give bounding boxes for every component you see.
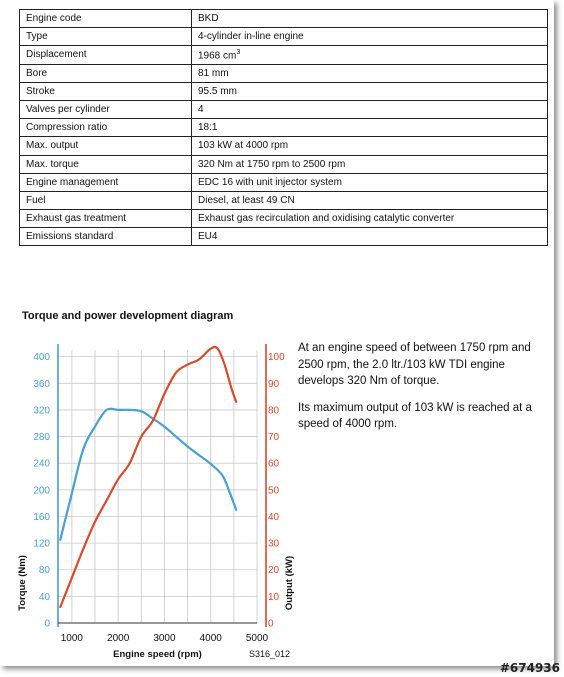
spec-value-text: 4-cylinder in-line engine bbox=[198, 31, 304, 43]
torque-axis-title: Torque (Nm) bbox=[17, 555, 28, 611]
spec-value-text: BKD bbox=[198, 13, 219, 25]
spec-value-text: Exhaust gas recirculation and oxidising catalytic converter bbox=[198, 213, 455, 225]
spec-label: Emissions standard bbox=[20, 228, 192, 246]
spec-row bbox=[20, 10, 548, 28]
spec-label: Engine management bbox=[20, 173, 192, 191]
torque-tick-label: 320 bbox=[33, 405, 50, 417]
spec-label: Type bbox=[20, 28, 192, 46]
spec-value-text: EU4 bbox=[198, 231, 218, 243]
x-tick-label: 3000 bbox=[153, 633, 176, 644]
output-tick-label: 70 bbox=[268, 432, 280, 444]
spec-row bbox=[20, 173, 548, 191]
spec-label: Exhaust gas treatment bbox=[20, 210, 192, 228]
unit-superscript: 3 bbox=[236, 48, 241, 56]
spec-value bbox=[192, 173, 548, 191]
output-tick-label: 50 bbox=[268, 485, 280, 497]
output-tick-label: 60 bbox=[268, 458, 280, 470]
spec-value bbox=[192, 100, 548, 118]
x-tick-label: 2000 bbox=[107, 633, 130, 644]
diagram-title: Torque and power development diagram bbox=[22, 310, 234, 322]
watermark-id: #674936 bbox=[499, 661, 560, 675]
spec-label: Max. torque bbox=[20, 155, 192, 173]
output-tick-label: 0 bbox=[268, 618, 274, 630]
spec-value bbox=[192, 64, 548, 82]
spec-row bbox=[20, 82, 548, 100]
spec-label: Compression ratio bbox=[20, 119, 192, 137]
description-paragraph: Its maximum output of 103 kW is reached at a speed of 4000 rpm. bbox=[298, 401, 532, 430]
spec-label: Stroke bbox=[20, 82, 192, 100]
output-axis-title: Output (kW) bbox=[284, 555, 295, 611]
figure-code: S316_012 bbox=[249, 649, 291, 659]
spec-value-text: 320 Nm at 1750 rpm to 2500 rpm bbox=[198, 158, 346, 170]
spec-row bbox=[20, 191, 548, 209]
spec-value bbox=[192, 82, 548, 100]
torque-tick-label: 360 bbox=[33, 378, 50, 390]
spec-row bbox=[20, 137, 548, 155]
torque-tick-label: 240 bbox=[33, 458, 50, 470]
spec-value-text: Diesel, at least 49 CN bbox=[198, 194, 295, 206]
x-tick-label: 1000 bbox=[60, 633, 84, 644]
spec-value bbox=[192, 228, 548, 246]
spec-row bbox=[20, 155, 548, 173]
spec-value bbox=[192, 46, 548, 64]
spec-value bbox=[192, 10, 548, 28]
spec-row bbox=[20, 46, 548, 64]
spec-row bbox=[20, 28, 548, 46]
spec-value-text: EDC 16 with unit injector system bbox=[198, 176, 342, 188]
spec-label: Max. output bbox=[20, 137, 192, 155]
spec-row bbox=[20, 210, 548, 228]
output-tick-label: 30 bbox=[268, 538, 280, 550]
output-tick-label: 100 bbox=[268, 352, 285, 364]
torque-tick-label: 200 bbox=[33, 485, 50, 497]
torque-tick-label: 40 bbox=[38, 591, 50, 603]
output-tick-label: 90 bbox=[268, 378, 280, 390]
x-tick-label: 4000 bbox=[199, 633, 222, 644]
output-curve bbox=[60, 347, 236, 607]
spec-value-text: 1968 cm bbox=[198, 50, 237, 62]
spec-value-text: 95.5 mm bbox=[198, 85, 237, 97]
spec-row bbox=[20, 64, 548, 82]
spec-value-text: 4 bbox=[198, 104, 204, 116]
spec-row bbox=[20, 119, 548, 137]
spec-value bbox=[192, 191, 548, 209]
spec-value-text: 81 mm bbox=[198, 67, 229, 79]
torque-tick-label: 400 bbox=[33, 352, 50, 364]
engine-spec-table bbox=[19, 9, 548, 246]
spec-row bbox=[20, 228, 548, 246]
description-paragraph: At an engine speed of between 1750 rpm and 2500 rpm, the 2.0 ltr./103 kW TDI engine develops 320 Nm of torque. bbox=[298, 342, 531, 387]
spec-label: Engine code bbox=[20, 10, 192, 28]
spec-row bbox=[20, 100, 548, 118]
spec-value-text: 18:1 bbox=[198, 122, 218, 134]
torque-power-chart bbox=[0, 335, 300, 665]
spec-value-text: 103 kW at 4000 rpm bbox=[198, 140, 289, 152]
spec-label: Fuel bbox=[20, 191, 192, 209]
diagram-description bbox=[298, 340, 543, 443]
x-axis-title: Engine speed (rpm) bbox=[113, 649, 202, 660]
torque-tick-label: 160 bbox=[33, 511, 50, 523]
spec-label: Bore bbox=[20, 64, 192, 82]
output-tick-label: 20 bbox=[268, 565, 280, 577]
x-tick-label: 5000 bbox=[245, 633, 269, 644]
spec-value bbox=[192, 28, 548, 46]
torque-tick-label: 120 bbox=[33, 538, 50, 550]
spec-label: Valves per cylinder bbox=[20, 100, 192, 118]
torque-tick-label: 80 bbox=[38, 565, 50, 577]
spec-label: Displacement bbox=[20, 46, 192, 64]
spec-value bbox=[192, 137, 548, 155]
spec-value bbox=[192, 119, 548, 137]
output-tick-label: 40 bbox=[268, 511, 280, 523]
output-tick-label: 80 bbox=[268, 405, 280, 417]
torque-tick-label: 0 bbox=[44, 618, 50, 630]
output-tick-label: 10 bbox=[268, 591, 280, 603]
spec-value bbox=[192, 210, 548, 228]
torque-tick-label: 280 bbox=[33, 432, 50, 444]
spec-value bbox=[192, 155, 548, 173]
